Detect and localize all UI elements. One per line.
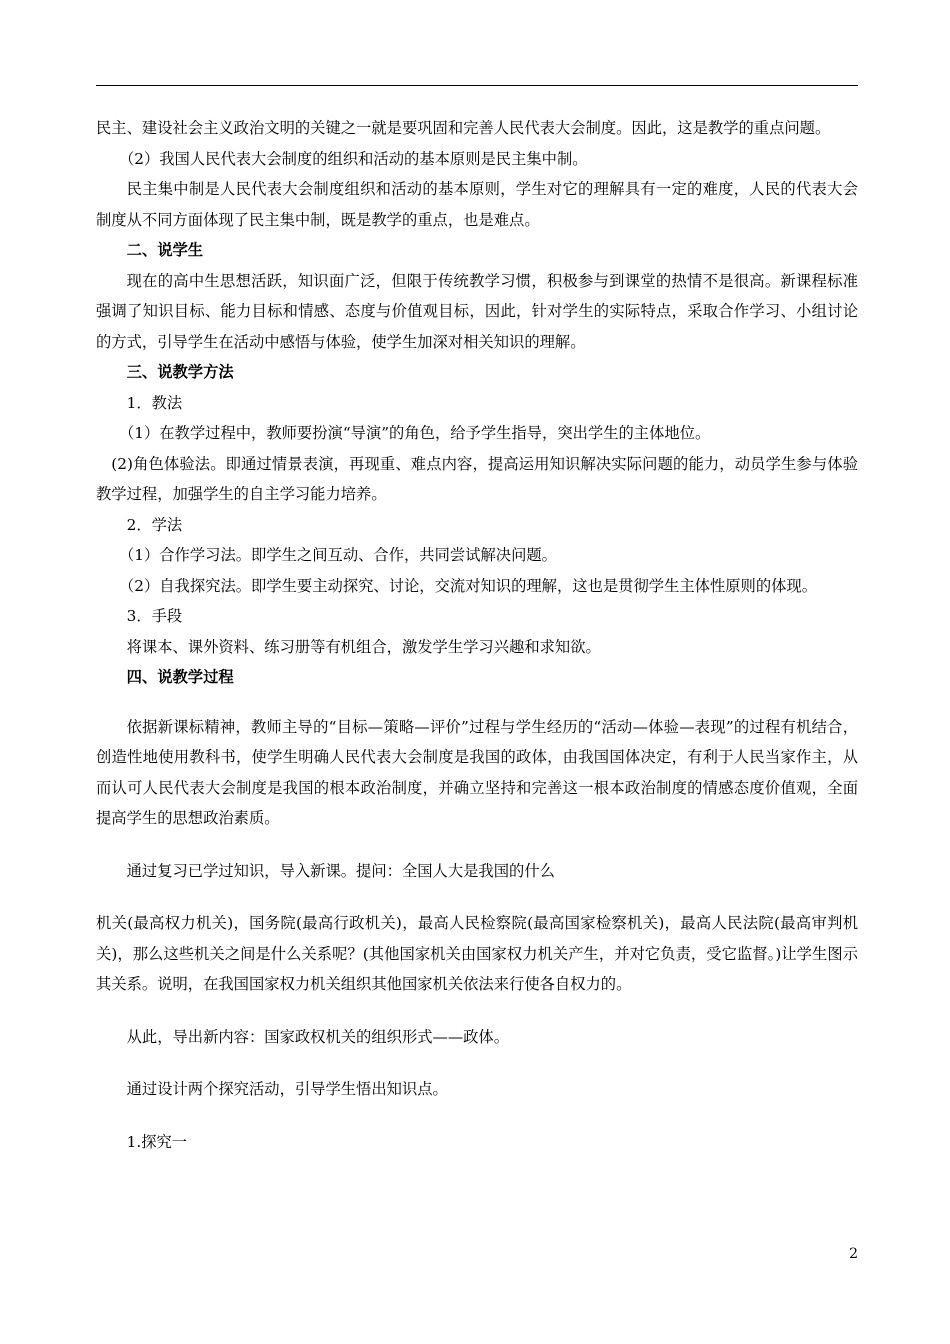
header-rule [96, 85, 858, 86]
paragraph: （2）我国人民代表大会制度的组织和活动的基本原则是民主集中制。 [118, 149, 588, 168]
paragraph: 民主集中制是人民代表大会制度组织和活动的基本原则，学生对它的理解具有一定的难度，人民的代表大会制度从不同方面体现了民主集中制，既是教学的重点，也是难点。 [96, 180, 858, 229]
paragraph: 将课本、课外资料、练习册等有机组合，激发学生学习兴趣和求知欲。 [126, 637, 601, 656]
list-item: （1）合作学习法。即学生之间互动、合作，共同尝试解决问题。 [118, 546, 557, 564]
document-body [96, 113, 858, 1157]
paragraph: 通过设计两个探究活动，引导学生悟出知识点。 [126, 1080, 448, 1098]
subheading: 3．手段 [126, 607, 183, 625]
page-number: 2 [849, 1246, 858, 1262]
subheading: 1.探究一 [126, 1132, 188, 1151]
subheading: 1．教法 [126, 393, 183, 412]
section-heading: 四、说教学过程 [126, 668, 234, 686]
subheading: 2．学法 [126, 515, 183, 534]
paragraph: 从此，导出新内容：国家政权机关的组织形式——政体。 [126, 1027, 510, 1046]
paragraph: 依据新课标精神，教师主导的“目标—策略—评价”过程与学生经历的“活动—体验—表现”的过程有机结合，创造性地使用教科书，使学生明确人民代表大会制度是我国的政体，由我国国体决定，有利于人民当家作主，从而认可人民代表大会制度是我国的根本政治制度，并确立坚持和完善这一根本政治制度的情感态度价值观，全面提高学生的思想政治素质。 [96, 717, 858, 827]
paragraph: 民主、建设社会主义政治文明的关键之一就是要巩固和完善人民代表大会制度。因此，这是教学的重点问题。 [96, 119, 831, 137]
list-item: （1）在教学过程中，教师要扮演“导演”的角色，给予学生指导，突出学生的主体地位。 [118, 424, 711, 442]
section-heading: 三、说教学方法 [126, 363, 234, 381]
section-heading: 二、说学生 [126, 241, 204, 259]
paragraph: 现在的高中生思想活跃，知识面广泛，但限于传统教学习惯，积极参与到课堂的热情不是很高。新课程标准强调了知识目标、能力目标和情感、态度与价值观目标，因此，针对学生的实际特点，采取合作学习、小组讨论的方式，引导学生在活动中感悟与体验，使学生加深对相关知识的理解。 [96, 271, 858, 351]
list-item: (2)角色体验法。即通过情景表演，再现重、难点内容，提高运用知识解决实际问题的能力，动员学生参与体验教学过程，加强学生的自主学习能力培养。 [96, 454, 858, 503]
paragraph: 通过复习已学过知识，导入新课。提问：全国人大是我国的什么 [126, 861, 555, 880]
paragraph: 机关(最高权力机关)，国务院(最高行政机关)，最高人民检察院(最高国家检察机关)，最高人民法院(最高审判机关)，那么这些机关之间是什么关系呢？(其他国家机关由国家权力机关产生，并对它负责，受它监督。)让学生图示其关系。说明，在我国国家权力机关组织其他国家机关依法来行使各自权力的。 [96, 914, 858, 993]
list-item: （2）自我探究法。即学生要主动探究、讨论，交流对知识的理解，这也是贯彻学生主体性原则的体现。 [118, 576, 818, 595]
